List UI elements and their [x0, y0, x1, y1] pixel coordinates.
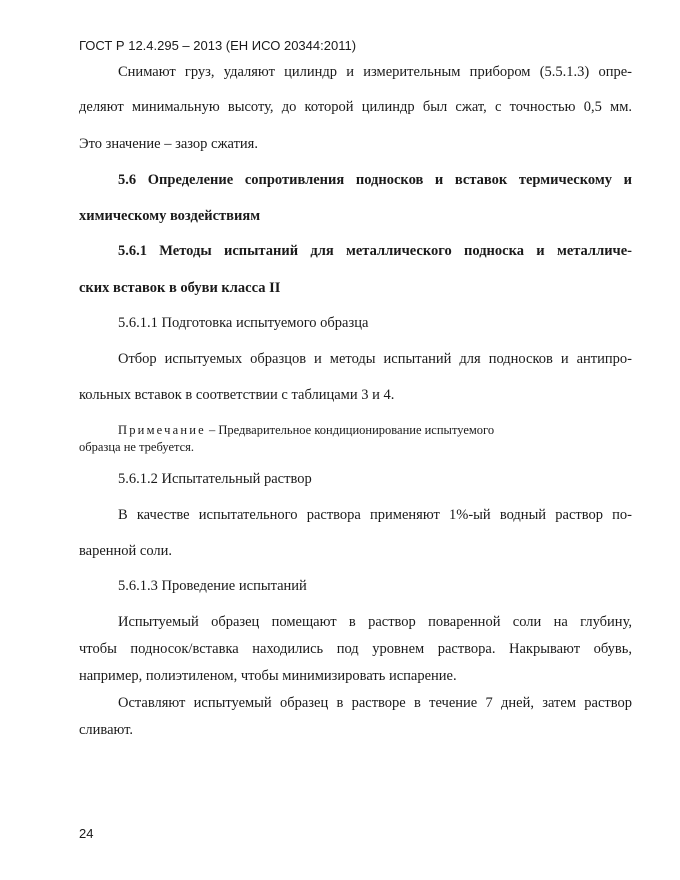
section-heading-line: 5.6 Определение сопротивления подносков и вставок термическому и	[118, 172, 632, 188]
clause-heading: 5.6.1.3 Проведение испытаний	[118, 578, 307, 594]
clause-heading: 5.6.1.2 Испытательный раствор	[118, 471, 312, 487]
paragraph-line: Оставляют испытуемый образец в растворе в течение 7 дней, затем раствор	[118, 695, 632, 711]
paragraph-line: Отбор испытуемых образцов и методы испытаний для подносков и антипро-	[118, 351, 632, 367]
paragraph-line: Испытуемый образец помещают в раствор поваренной соли на глубину,	[118, 614, 632, 630]
paragraph-line: чтобы подносок/вставка находились под уровнем раствора. Накрывают обувь,	[79, 641, 632, 657]
section-heading-line: химическому воздействиям	[79, 208, 261, 224]
document-header: ГОСТ Р 12.4.295 – 2013 (ЕН ИСО 20344:2011)	[79, 38, 357, 53]
subsection-heading-line: 5.6.1 Методы испытаний для металлического подноска и металличе-	[118, 243, 632, 259]
paragraph-line: варенной соли.	[79, 543, 173, 559]
clause-heading: 5.6.1.1 Подготовка испытуемого образца	[118, 315, 369, 331]
note-label: Примечание	[118, 423, 206, 437]
note-line: образца не требуется.	[79, 440, 195, 454]
paragraph-line: например, полиэтиленом, чтобы минимизировать испарение.	[79, 668, 457, 684]
paragraph-line: сливают.	[79, 722, 134, 738]
note-line	[118, 421, 632, 439]
note-text: – Предварительное кондиционирование испытуемого	[205, 423, 495, 437]
page-number: 24	[79, 826, 94, 841]
subsection-heading-line: ских вставок в обуви класса II	[79, 280, 281, 296]
paragraph-line: Это значение – зазор сжатия.	[79, 136, 258, 152]
paragraph-line: Снимают груз, удаляют цилиндр и измерительным прибором (5.5.1.3) опре-	[118, 64, 632, 80]
paragraph-line: кольных вставок в соответствии с таблицами 3 и 4.	[79, 387, 395, 403]
paragraph-line: деляют минимальную высоту, до которой цилиндр был сжат, с точностью 0,5 мм.	[79, 99, 632, 115]
paragraph-line: В качестве испытательного раствора применяют 1%-ый водный раствор по-	[118, 507, 632, 523]
